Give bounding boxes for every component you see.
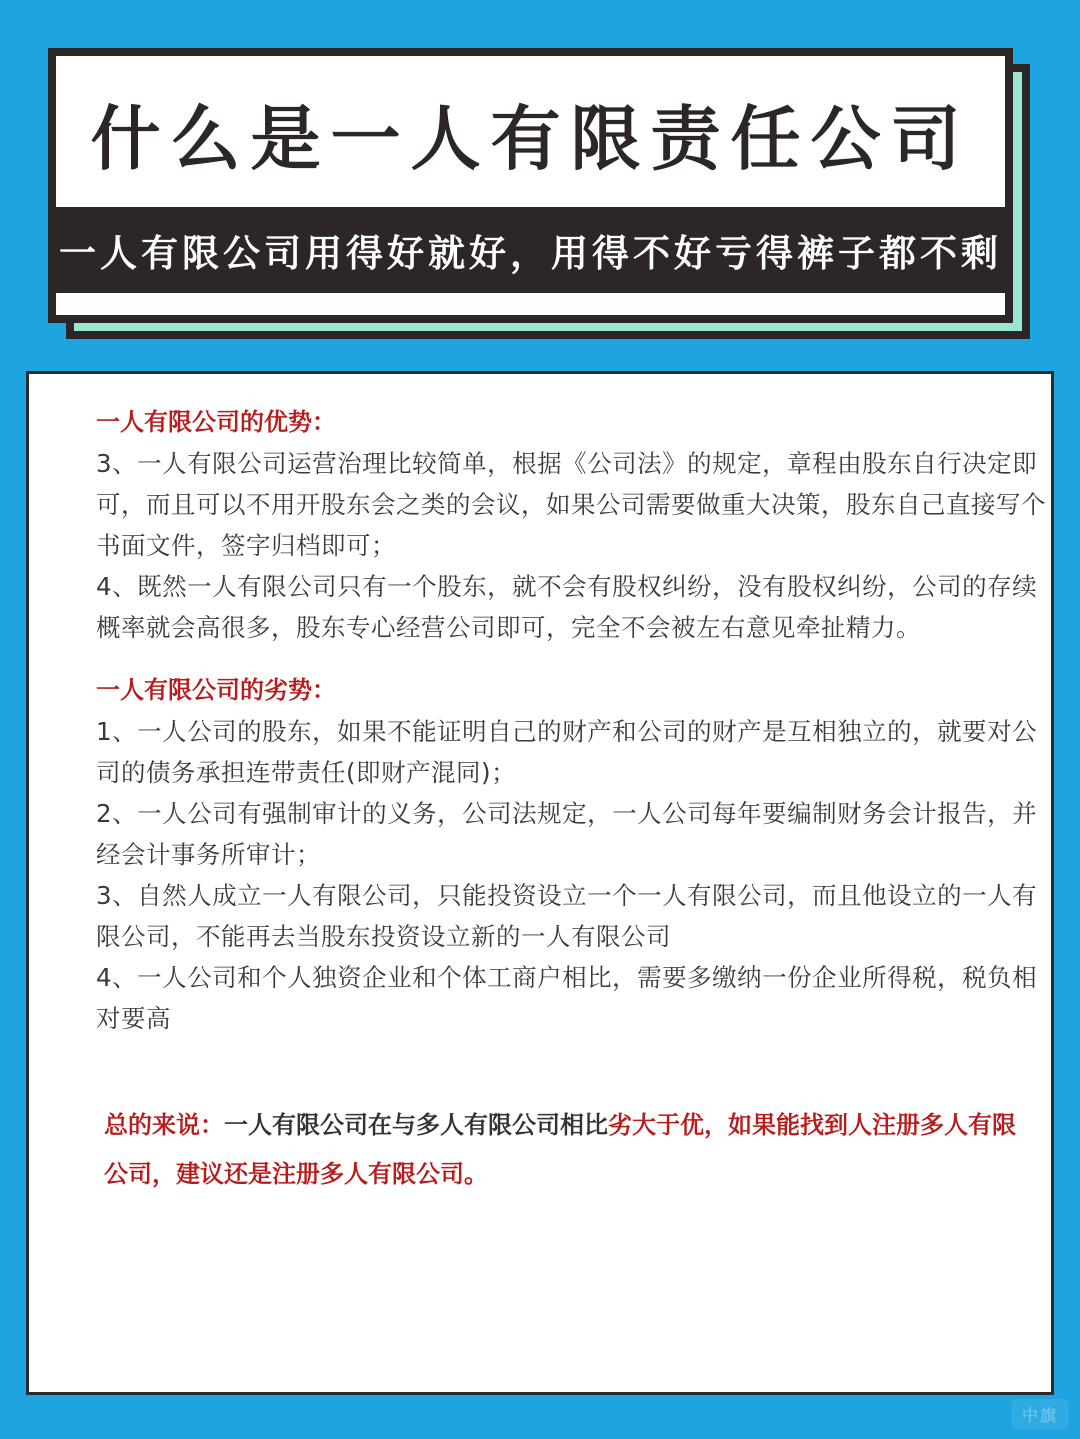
page-title: 什么是一人有限责任公司 [90, 98, 971, 180]
summary-label: 总的来说： [104, 1111, 224, 1139]
disadvantage-item: 2、一人公司有强制审计的义务，公司法规定，一人公司每年要编制财务会计报告，并经会计事务所审计； [96, 799, 1038, 869]
summary-text-dark: 一人有限公司在与多人有限公司相比 [224, 1111, 608, 1139]
summary-paragraph [96, 1101, 1034, 1199]
disadvantage-item: 4、一人公司和个人独资企业和个体工商户相比，需要多缴纳一份企业所得税，税负相对要高 [96, 963, 1038, 1033]
advantage-item: 3、一人有限公司运营治理比较简单，根据《公司法》的规定，章程由股东自行决定即可，而且可以不用开股东会之类的会议，如果公司需要做重大决策，股东自己直接写个书面文件，签字归档即可； [96, 449, 1046, 560]
header-card [48, 48, 1013, 323]
page-subtitle: 一人有限公司用得好就好，用得不好亏得裤子都不剩 [59, 232, 1002, 275]
summary-text-red: 劣大于优，如果能找到人注册多人有限公司，建议还是注册多人有限公司。 [104, 1111, 1016, 1188]
advantages-heading: 一人有限公司的优势： [96, 408, 336, 436]
subtitle-band [56, 207, 1005, 293]
advantage-item: 4、既然一人有限公司只有一个股东，就不会有股权纠纷，没有股权纠纷，公司的存续概率就会高很多，股东专心经营公司即可，完全不会被左右意见牵扯精力。 [96, 572, 1038, 642]
watermark-badge: 中旗 [1011, 1399, 1069, 1429]
disadvantages-heading: 一人有限公司的劣势： [96, 676, 336, 704]
disadvantage-item: 3、自然人成立一人有限公司，只能投资设立一个一人有限公司，而且他设立的一人有限公司，不能再去当股东投资设立新的一人有限公司 [96, 881, 1038, 951]
content-body [96, 402, 1046, 1223]
content-card [26, 371, 1054, 1395]
section-gap [96, 648, 1046, 670]
disadvantage-item: 1、一人公司的股东，如果不能证明自己的财产和公司的财产是互相独立的，就要对公司的债务承担连带责任(即财产混同)； [96, 717, 1038, 787]
